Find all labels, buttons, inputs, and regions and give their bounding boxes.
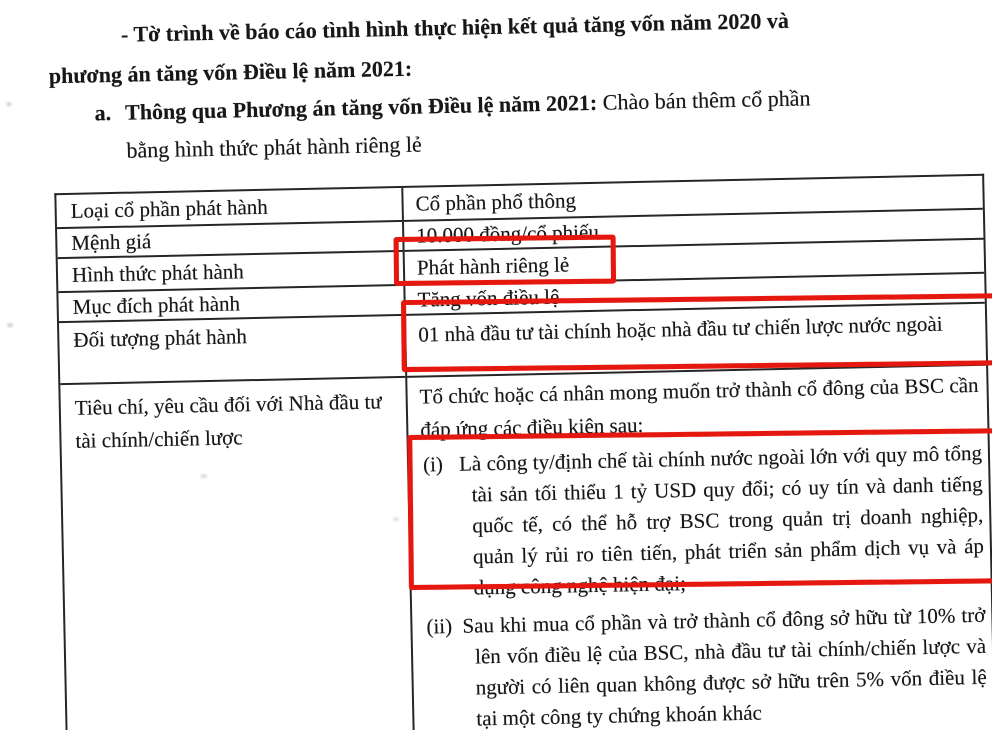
- row-value: Tăng vốn điều lệ: [417, 284, 560, 312]
- row-value-target-investors: 01 nhà đầu tư tài chính hoặc nhà đầu tư chiến lược nước ngoài: [418, 311, 943, 347]
- highlight-box-target-investors: [401, 293, 992, 372]
- highlight-box-criteria-item-i: [407, 428, 992, 590]
- row-value: Cổ phần phổ thông: [415, 187, 577, 216]
- row-label: Mục đích phát hành: [58, 286, 406, 321]
- criteria-item-ii-text: Sau khi mua cổ phần và trở thành cổ đông sở hữu từ 10% trở lên vốn điều lệ của BSC, nhà đầu tư tài chính/chiến lược và người có liên quan không được sở hữu trên 5% vốn điều lệ tại một công ty chứng khoán khác: [462, 602, 987, 730]
- row-label: Mệnh giá: [57, 222, 405, 257]
- criteria-item-i-text: Là công ty/định chế tài chính nước ngoài lớn với quy mô tổng tài sản tối thiểu 1 tỷ USD quy đổi; có uy tín và danh tiếng quốc tế, có thể hỗ trợ BSC trong quản trị doanh nghiệp, quản lý rủi ro tiên tiến, phát triển sản phẩm dịch vụ và áp dụng công nghệ hiện đại;: [458, 440, 985, 600]
- criteria-intro: Tổ chức hoặc cá nhân mong muốn trở thành cổ đông của BSC cần đáp ứng các điều kiện sau:: [419, 372, 979, 442]
- row-value-issuance-form: Phát hành riêng lẻ: [416, 251, 570, 280]
- criteria-item-ii: [424, 600, 987, 730]
- list-marker-ii: (ii): [426, 613, 453, 639]
- row-value: 10.000 đồng/cổ phiếu: [416, 219, 600, 248]
- scan-speck: [6, 102, 11, 106]
- heading-item-a-bold: Thông qua Phương án tăng vốn Điều lệ năm 2021:: [124, 89, 598, 125]
- highlight-box-issuance-form: [394, 235, 617, 287]
- scan-speck: [7, 323, 13, 327]
- row-label: Hình thức phát hành: [58, 252, 406, 291]
- heading-line-2: phương án tăng vốn Điều lệ năm 2021:: [48, 55, 413, 89]
- list-marker-i: (i): [422, 452, 444, 477]
- heading-item-a: [94, 83, 810, 128]
- list-marker-a: a.: [94, 100, 112, 126]
- heading-item-a-regular: Chào bán thêm cổ phần: [596, 85, 811, 115]
- heading-item-a-continuation: bằng hình thức phát hành riêng lẻ: [126, 131, 423, 163]
- row-label: Tiêu chí, yêu cầu đối với Nhà đầu tư tài chính/chiến lược: [60, 378, 415, 730]
- row-label: Loại cổ phần phát hành: [56, 188, 404, 227]
- row-label: Đối tượng phát hành: [59, 316, 407, 383]
- heading-line-1: - Tờ trình về báo cáo tình hình thực hiện kết quả tăng vốn năm 2020 và: [120, 7, 790, 47]
